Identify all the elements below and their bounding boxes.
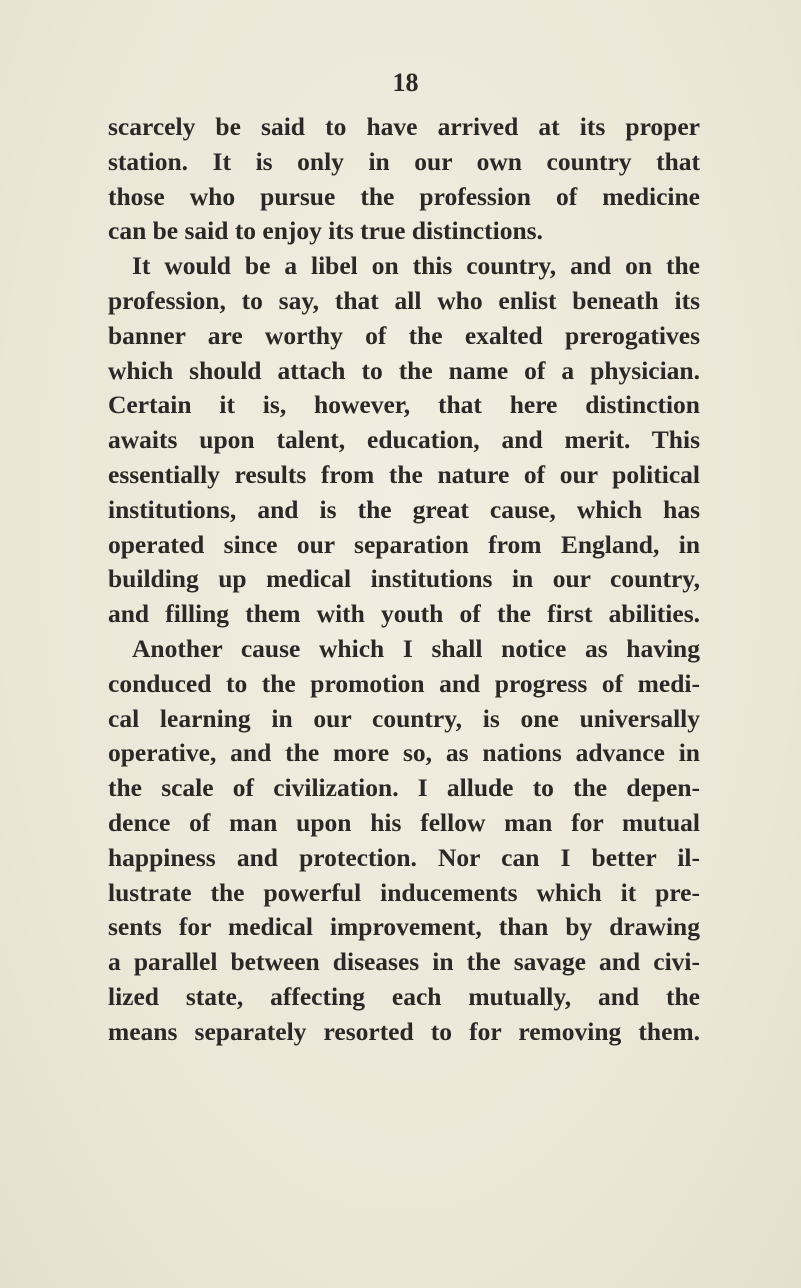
- text-line: happiness and protection. Nor can I better il-: [108, 842, 700, 872]
- text-line: lustrate the powerful inducements which it pre-: [108, 877, 700, 907]
- text-line: sents for medical improvement, than by drawing: [108, 912, 700, 942]
- text-line: lized state, affecting each mutually, and the: [108, 981, 700, 1011]
- text-line: scarcely be said to have arrived at its proper: [108, 112, 700, 141]
- text-line: cal learning in our country, is one universally: [108, 703, 700, 733]
- text-line: building up medical institutions in our country,: [108, 564, 700, 594]
- text-line: institutions, and is the great cause, which has: [108, 494, 700, 524]
- text-line: the scale of civilization. I allude to the depen-: [108, 773, 700, 803]
- text-line: essentially results from the nature of our political: [108, 459, 700, 489]
- text-line: operative, and the more so, as nations advance in: [108, 738, 700, 768]
- text-line: a parallel between diseases in the savage and civi-: [108, 947, 700, 977]
- text-line: banner are worthy of the exalted prerogatives: [108, 320, 700, 350]
- text-line: station. It is only in our own country that: [108, 146, 700, 176]
- text-line: Certain it is, however, that here distinction: [108, 390, 700, 420]
- text-line: conduced to the promotion and progress of medi-: [108, 668, 700, 698]
- text-line: can be said to enjoy its true distinctions.: [108, 216, 543, 246]
- text-line: awaits upon talent, education, and merit. This: [108, 425, 700, 455]
- text-line: which should attach to the name of a physician.: [108, 355, 700, 385]
- text-line: those who pursue the profession of medicine: [108, 181, 700, 211]
- body-text: [108, 110, 700, 1050]
- page-number: 18: [392, 68, 419, 97]
- text-line: dence of man upon his fellow man for mutual: [108, 807, 700, 837]
- text-line: Another cause which I shall notice as having: [132, 633, 700, 663]
- text-line: and filling them with youth of the first abilities.: [108, 599, 700, 629]
- text-line: operated since our separation from England, in: [108, 529, 700, 559]
- text-line: It would be a libel on this country, and on the: [132, 251, 700, 281]
- text-line: means separately resorted to for removing them.: [108, 1016, 700, 1046]
- text-line: profession, to say, that all who enlist beneath its: [108, 285, 700, 315]
